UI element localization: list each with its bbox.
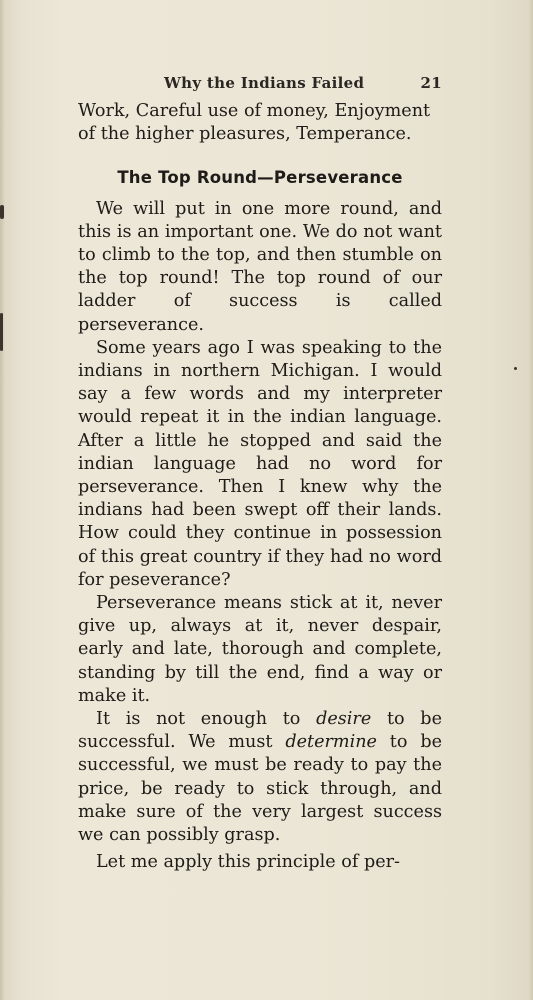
- paragraph-4-text: to be successful, we must be ready to pay the price, be ready to stick through, and make sure of the very largest success we can possibly grasp.: [78, 732, 442, 846]
- paragraph-4-text: to be successful. We must: [78, 709, 442, 753]
- binding-mark: [0, 313, 3, 351]
- page-right-edge: [528, 0, 533, 1000]
- page-number: 21: [420, 74, 442, 92]
- paragraph-2: Some years ago I was speaking to the indians in northern Michigan. I would say a few words and my interpreter would repeat it in the indian language. After a little he stopped and said the indian language had no word for perseverance. Then I knew why the indians had been swept off their lands. How could they continue in possession of this great country if they had no word for peseverance?: [78, 337, 442, 590]
- paragraph-4: [78, 708, 442, 847]
- section-heading: The Top Round—Perseverance: [117, 168, 403, 188]
- paragraph-1: We will put in one more round, and this is an important one. We do not want to climb to the top, and then stumble on the top round! The top round of our ladder of success is called perseverance.: [78, 198, 442, 335]
- emphasis-desire: desire: [316, 709, 372, 730]
- ink-speck: [514, 367, 517, 370]
- paragraph-5: Let me apply this principle of per-: [96, 852, 400, 873]
- body-text: [78, 100, 442, 875]
- page-left-edge: [0, 0, 6, 1000]
- running-head: [78, 74, 442, 96]
- paragraph-3: Perseverance means stick at it, never give up, always at it, never despair, early and late, thorough and complete, standing by till the end, find a way or make it.: [78, 593, 442, 706]
- running-title: Why the Indians Failed: [164, 74, 365, 92]
- paragraph-4-text: It is not enough to: [96, 709, 317, 730]
- emphasis-determine: determine: [285, 732, 377, 753]
- paragraph-intro: Work, Careful use of money, Enjoyment of the higher pleasures, Temperance.: [78, 101, 431, 145]
- binding-mark: [0, 205, 4, 219]
